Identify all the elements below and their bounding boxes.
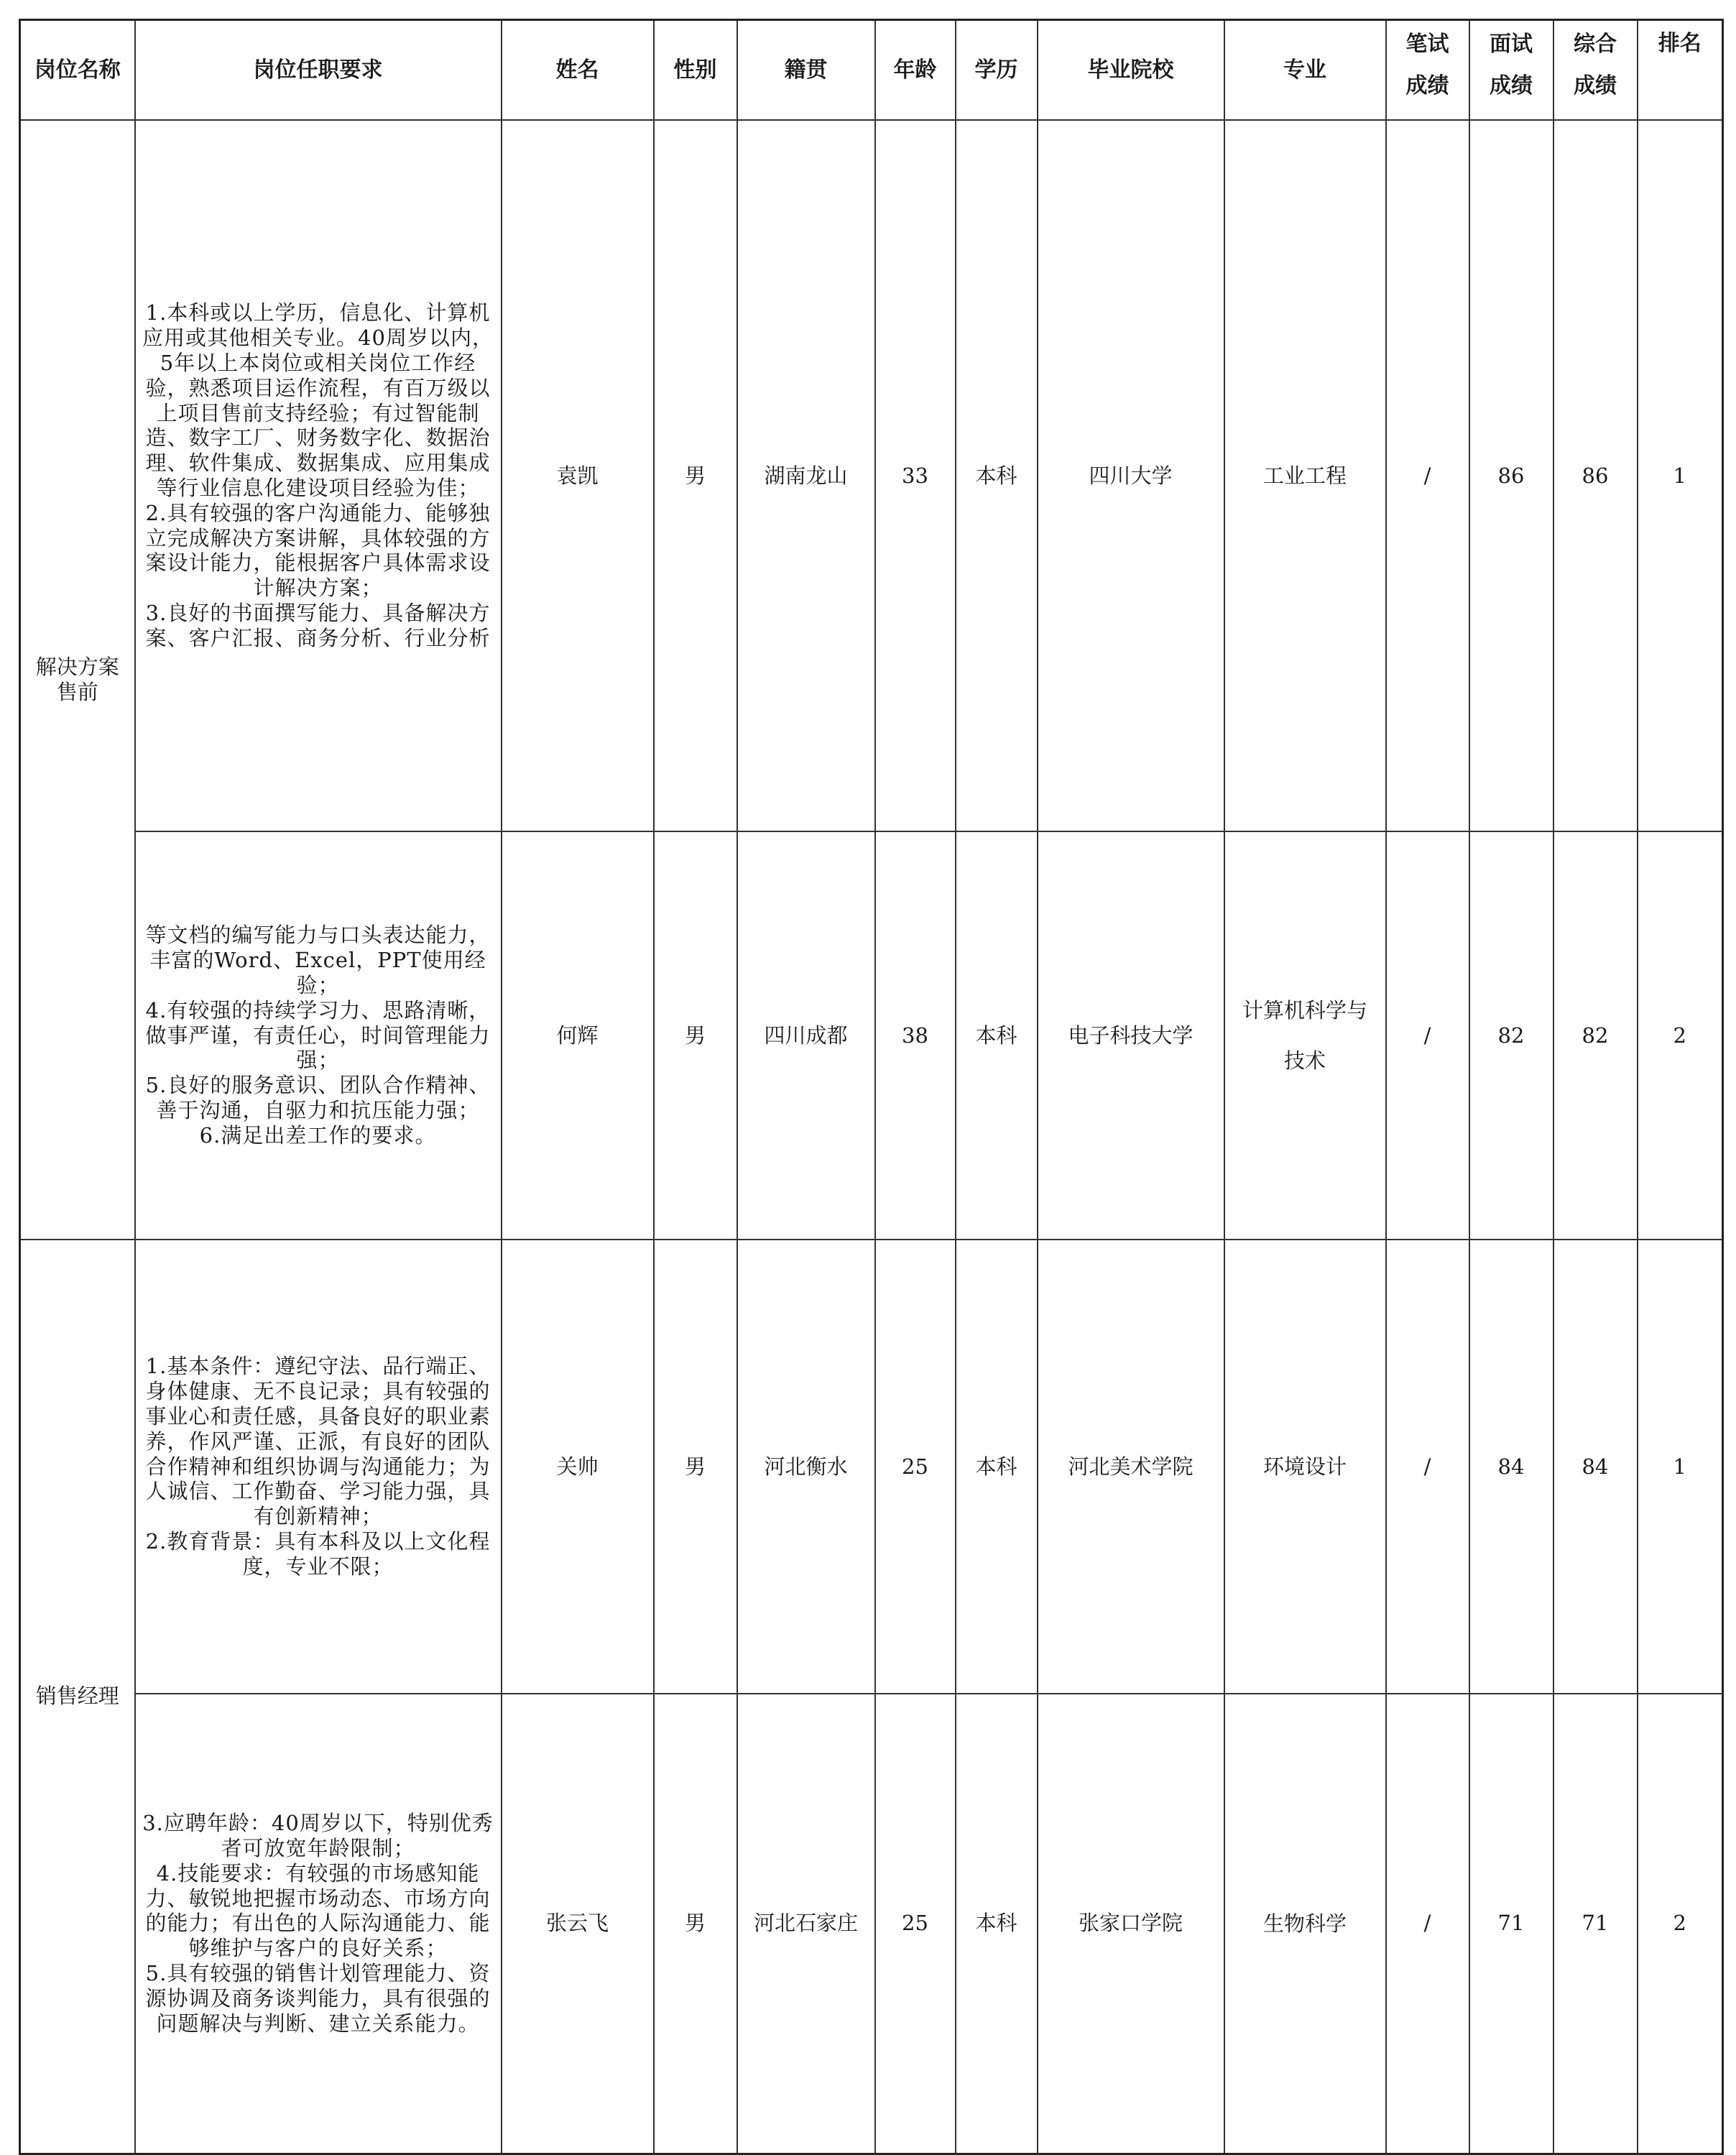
header-written-line1: 笔试 xyxy=(1405,32,1449,57)
candidate-origin: 四川成都 xyxy=(737,831,875,1240)
candidate-education: 本科 xyxy=(956,1240,1038,1694)
header-requirements: 岗位任职要求 xyxy=(135,20,502,121)
candidate-major xyxy=(1224,1240,1386,1694)
candidate-ranking-table xyxy=(19,19,1724,2155)
header-age: 年龄 xyxy=(875,20,956,121)
candidate-origin: 河北石家庄 xyxy=(737,1694,875,2154)
candidate-education: 本科 xyxy=(956,1694,1038,2154)
major-line2: 技术 xyxy=(1283,1048,1326,1073)
candidate-name: 张云飞 xyxy=(502,1694,654,2154)
candidate-origin: 河北衡水 xyxy=(737,1240,875,1694)
candidate-written-score: / xyxy=(1386,120,1469,831)
candidate-age: 33 xyxy=(875,120,956,831)
candidate-name: 袁凯 xyxy=(502,120,654,831)
table-row xyxy=(20,1240,1723,1694)
candidate-education: 本科 xyxy=(956,120,1038,831)
header-major: 专业 xyxy=(1224,20,1386,121)
header-education: 学历 xyxy=(956,20,1038,121)
requirements-cell: 1.基本条件：遵纪守法、品行端正、 身体健康、无不良记录；具有较强的 事业心和责任感，具备良好的职业素 养，作风严谨、正派，有良好的团队 合作精神和组织协调与沟通能力；为 人诚信、工作勤奋、学习能力强，具 有创新精神； 2.教育背景：具有本科及以上文化程 度，专业不限； xyxy=(135,1240,502,1694)
header-gender: 性别 xyxy=(654,20,737,121)
header-interview-line1: 面试 xyxy=(1490,32,1533,57)
major-line1: 生物科学 xyxy=(1262,1911,1347,1936)
candidate-age: 25 xyxy=(875,1694,956,2154)
header-row xyxy=(20,20,1723,121)
requirements-cell: 3.应聘年龄：40周岁以下，特别优秀 者可放宽年龄限制； 4.技能要求：有较强的市场感知能 力、敏锐地把握市场动态、市场方向 的能力；有出色的人际沟通能力、能 够维护与客户的良好关系； 5.具有较强的销售计划管理能力、资 源协调及商务谈判能力，具有很强的 问题解决与判断、建立关系能力。 xyxy=(135,1694,502,2154)
header-interview-line2: 成绩 xyxy=(1490,73,1533,98)
header-total-line1: 综合 xyxy=(1574,32,1617,57)
candidate-rank: 2 xyxy=(1638,831,1723,1240)
header-interview-score xyxy=(1469,20,1553,121)
candidate-school: 电子科技大学 xyxy=(1038,831,1224,1240)
position-cell xyxy=(20,120,135,1240)
candidate-total-score: 82 xyxy=(1553,831,1638,1240)
table-row xyxy=(20,1694,1723,2154)
header-school: 毕业院校 xyxy=(1038,20,1224,121)
candidate-name: 何辉 xyxy=(502,831,654,1240)
candidate-school: 河北美术学院 xyxy=(1038,1240,1224,1694)
candidate-written-score: / xyxy=(1386,1240,1469,1694)
candidate-total-score: 71 xyxy=(1553,1694,1638,2154)
candidate-major xyxy=(1224,120,1386,831)
candidate-major xyxy=(1224,1694,1386,2154)
requirements-cell: 1.本科或以上学历，信息化、计算机 应用或其他相关专业。40周岁以内， 5年以上本岗位或相关岗位工作经 验，熟悉项目运作流程，有百万级以 上项目售前支持经验；有过智能制 造、数字工厂、财务数字化、数据治 理、软件集成、数据集成、应用集成 等行业信息化建设项目经验为佳； 2.具有较强的客户沟通能力、能够独 立完成解决方案讲解，具体较强的方 案设计能力，能根据客户具体需求设 计解决方案； 3.良好的书面撰写能力、具备解决方 案、客户汇报、商务分析、行业分析 xyxy=(135,120,502,831)
candidate-rank: 1 xyxy=(1638,1240,1723,1694)
candidate-interview-score: 82 xyxy=(1469,831,1553,1240)
table-row xyxy=(20,120,1723,831)
candidate-interview-score: 86 xyxy=(1469,120,1553,831)
major-line1: 工业工程 xyxy=(1262,463,1347,488)
candidate-name: 关帅 xyxy=(502,1240,654,1694)
candidate-age: 38 xyxy=(875,831,956,1240)
header-written-line2: 成绩 xyxy=(1405,73,1449,98)
candidate-interview-score: 84 xyxy=(1469,1240,1553,1694)
header-total-line2: 成绩 xyxy=(1574,73,1617,98)
header-origin: 籍贯 xyxy=(737,20,875,121)
header-name: 姓名 xyxy=(502,20,654,121)
candidate-origin: 湖南龙山 xyxy=(737,120,875,831)
candidate-written-score: / xyxy=(1386,831,1469,1240)
candidate-gender: 男 xyxy=(654,120,737,831)
candidate-school: 四川大学 xyxy=(1038,120,1224,831)
candidate-gender: 男 xyxy=(654,1694,737,2154)
table-row xyxy=(20,831,1723,1240)
candidate-age: 25 xyxy=(875,1240,956,1694)
position-line1: 销售经理 xyxy=(35,1684,119,1709)
candidate-rank: 2 xyxy=(1638,1694,1723,2154)
header-position: 岗位名称 xyxy=(20,20,135,121)
position-line2: 售前 xyxy=(56,680,98,704)
candidate-written-score: / xyxy=(1386,1694,1469,2154)
requirements-cell: 等文档的编写能力与口头表达能力， 丰富的Word、Excel，PPT使用经验； 4.有较强的持续学习力、思路清晰， 做事严谨，有责任心，时间管理能力 强； 5.良好的服务意识、团队合作精神、 善于沟通，自驱力和抗压能力强； 6.满足出差工作的要求。 xyxy=(135,831,502,1240)
candidate-education: 本科 xyxy=(956,831,1038,1240)
header-written-score xyxy=(1386,20,1469,121)
position-cell xyxy=(20,1240,135,2154)
candidate-total-score: 86 xyxy=(1553,120,1638,831)
position-line1: 解决方案 xyxy=(35,655,119,680)
header-rank: 排名 xyxy=(1638,20,1723,121)
candidate-rank: 1 xyxy=(1638,120,1723,831)
candidate-gender: 男 xyxy=(654,831,737,1240)
candidate-school: 张家口学院 xyxy=(1038,1694,1224,2154)
major-line1: 环境设计 xyxy=(1262,1454,1347,1479)
candidate-interview-score: 71 xyxy=(1469,1694,1553,2154)
candidate-major xyxy=(1224,831,1386,1240)
header-total-score xyxy=(1553,20,1638,121)
candidate-gender: 男 xyxy=(654,1240,737,1694)
major-line1: 计算机科学与 xyxy=(1242,998,1367,1023)
candidate-total-score: 84 xyxy=(1553,1240,1638,1694)
